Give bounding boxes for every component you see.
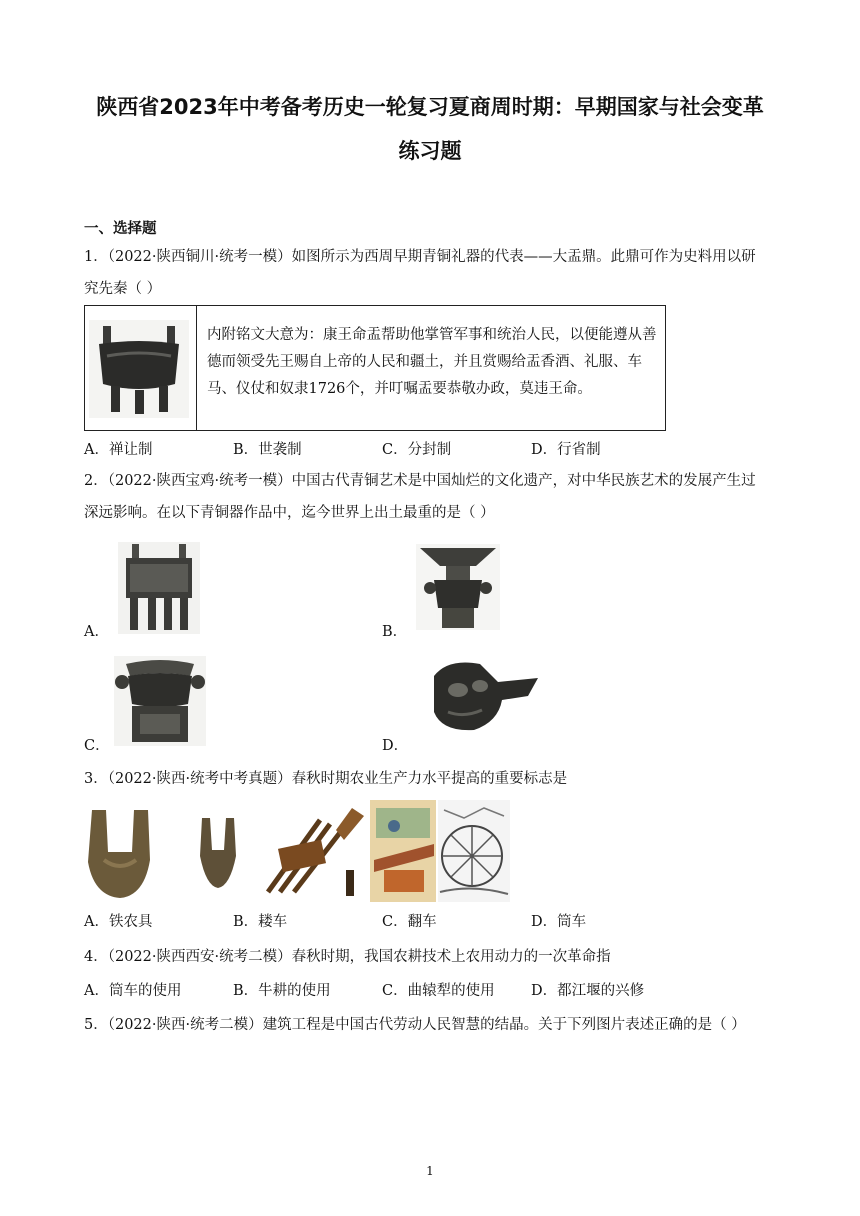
q4-option-a[interactable]: A．筒车的使用 [84,983,182,999]
q3-option-a[interactable]: A．铁农具 [84,914,153,930]
farm-tools-image [84,800,512,902]
page-title-line1: 陕西省2023年中考备考历史一轮复习夏商周时期：早期国家与社会变革 [96,95,764,119]
q3-stem-line1: 3．（2022·陕西·统考中考真题）春秋时期农业生产力水平提高的重要标志是 [84,771,568,787]
q1-material-box [84,305,666,431]
ding-vessel-image [89,320,189,418]
q5-stem-line1: 5．（2022·陕西·统考二模）建筑工程是中国古代劳动人民智慧的结晶。关于下列图片表述正确的是（ ） [84,1017,746,1033]
bronze-mask-image [418,656,542,736]
q1-option-d[interactable]: D．行省制 [531,442,601,458]
box-divider [196,306,197,430]
q1-stem-line2: 究先秦（ ） [84,281,162,297]
q3-option-c[interactable]: C．翻车 [382,914,437,930]
page-number: 1 [426,1164,434,1178]
q4-option-d[interactable]: D．都江堰的兴修 [531,983,645,999]
q1-option-c[interactable]: C．分封制 [382,442,452,458]
q2-option-c[interactable]: C． [84,738,110,754]
q2-stem-line1: 2．（2022·陕西宝鸡·统考一模）中国古代青铜艺术是中国灿烂的文化遗产，对中华民族艺术的发展产生过 [84,473,756,489]
q4-option-c[interactable]: C．曲辕犁的使用 [382,983,495,999]
q1-option-b[interactable]: B．世袭制 [233,442,302,458]
q2-stem-line2: 深远影响。在以下青铜器作品中，迄今世界上出土最重的是（ ） [84,505,495,521]
q4-stem-line1: 4．（2022·陕西西安·统考二模）春秋时期，我国农耕技术上农用动力的一次革命指 [84,949,611,965]
q1-option-a[interactable]: A．禅让制 [84,442,153,458]
q2-option-d[interactable]: D． [382,738,409,754]
q2-option-b[interactable]: B． [382,624,408,640]
q3-option-b[interactable]: B．耧车 [233,914,288,930]
q3-option-d[interactable]: D．筒车 [531,914,587,930]
q1-inscription-text: 内附铭文大意为：康王命盂帮助他掌管军事和统治人民，以便能遵从善德而领受先王赐自上帝的人民和疆土，并且赏赐给盂香酒、礼服、车马、仪仗和奴隶1726个，并叮嘱盂要恭敬办政，莫违王命。 [207,327,657,397]
square-zun-image [416,544,500,630]
zun-vessel-image [114,656,206,746]
square-ding-image [118,542,200,634]
q4-option-b[interactable]: B．牛耕的使用 [233,983,331,999]
page-title-line2: 练习题 [398,139,462,163]
q1-stem-line1: 1．（2022·陕西铜川·统考一模）如图所示为西周早期青铜礼器的代表——大盂鼎。此鼎可作为史料用以研 [84,249,756,265]
q2-option-a[interactable]: A． [84,624,109,640]
section-heading: 一、选择题 [84,221,157,237]
